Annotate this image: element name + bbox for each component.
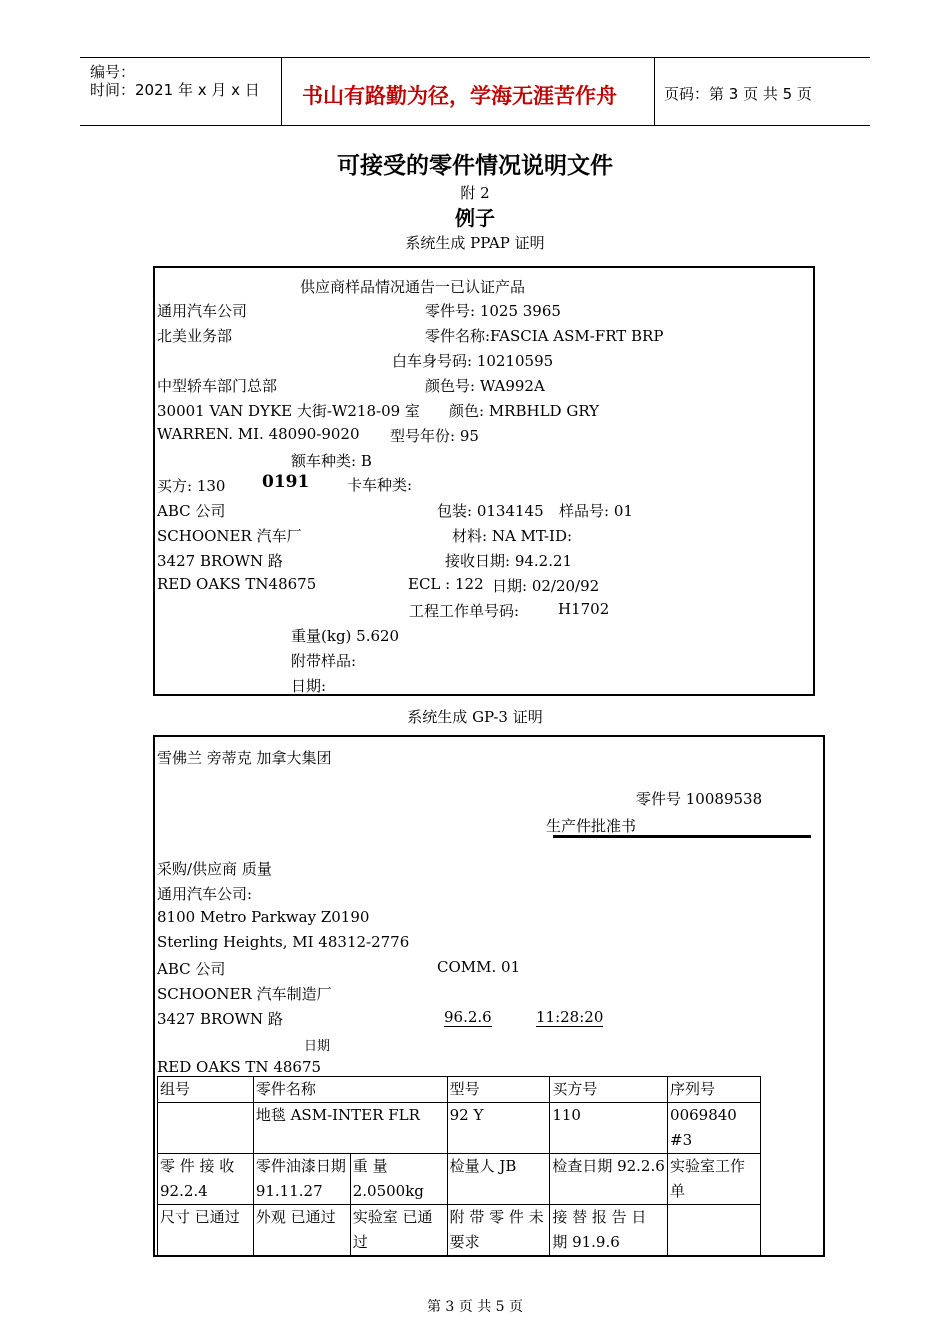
ppap-caption: 系统生成 PPAP 证明: [405, 234, 545, 252]
page-title: 可接受的零件情况说明文件: [337, 152, 613, 179]
header-motto: 书山有路勤为径，学海无涯苦作舟: [302, 84, 617, 108]
table-cell: 实验室工作单: [668, 1154, 761, 1205]
gp3-comm: COMM. 01: [437, 958, 521, 976]
table-row: [158, 1205, 761, 1256]
gp3-plant-street: 3427 BROWN 路: [157, 1010, 283, 1028]
ppap-attached-samples: 附带样品:: [291, 652, 357, 670]
gp3-company: 通用汽车公司:: [157, 885, 253, 903]
table-row: [158, 1154, 761, 1205]
gp3-time-value: 11:28:20: [536, 1008, 604, 1026]
table-cell: 110: [550, 1103, 668, 1154]
table-cell: 地毯 ASM-INTER FLR: [253, 1103, 447, 1154]
ppap-buyer-code: 0191: [262, 472, 310, 492]
ppap-work-order: H1702: [558, 600, 610, 618]
gp3-address-line1: 8100 Metro Parkway Z0190: [157, 908, 370, 926]
gp3-address-line2: Sterling Heights, MI 48312-2776: [157, 933, 410, 951]
ppap-heading: 供应商样品情况通告一已认证产品: [300, 278, 526, 296]
ppap-supplier: ABC 公司: [157, 502, 226, 520]
header-top-rule: [80, 57, 870, 58]
table-cell: 接 替 报 告 日 期 91.9.6: [550, 1205, 668, 1256]
ppap-city: WARREN. MI. 48090-9020: [157, 425, 360, 443]
table-cell: 零件油漆日期 91.11.27: [253, 1154, 350, 1205]
ppap-ecl: ECL : 122: [408, 575, 484, 593]
ppap-body-number: 白车身号码: 10210595: [392, 352, 554, 370]
page-footer: 第 3 页 共 5 页: [426, 1299, 524, 1315]
table-cell: 附 带 零 件 未 要求: [447, 1205, 550, 1256]
header-page-label: 页码：第 3 页 共 5 页: [664, 85, 812, 103]
ppap-company: 通用汽车公司: [157, 302, 248, 320]
gp3-approval-title: 生产件批准书: [546, 817, 637, 835]
ppap-hq: 中型轿车部门总部: [157, 377, 278, 395]
ppap-received-date: 接收日期: 94.2.21: [445, 552, 573, 570]
header-time-label: 时间：2021 年 x 月 x 日: [90, 81, 260, 99]
table-cell: 序列号: [668, 1077, 761, 1103]
ppap-plant: SCHOONER 汽车厂: [157, 527, 302, 545]
table-cell: 零 件 接 收 92.2.4: [158, 1154, 254, 1205]
ppap-color-number: 颜色号: WA992A: [425, 377, 545, 395]
table-cell: 检查日期 92.2.6: [550, 1154, 668, 1205]
ppap-division: 北美业务部: [157, 327, 233, 345]
gp3-date-label: 日期: [304, 1039, 331, 1054]
gp3-date-value: 96.2.6: [444, 1008, 492, 1026]
appendix-label: 附 2: [460, 184, 490, 202]
table-cell: 型号: [447, 1077, 550, 1103]
table-cell: 检量人 JB: [447, 1154, 550, 1205]
ppap-work-order-label: 工程工作单号码:: [409, 602, 520, 620]
gp3-group: 雪佛兰 旁蒂克 加拿大集团: [157, 749, 332, 767]
gp3-plant: SCHOONER 汽车制造厂: [157, 985, 332, 1003]
header-divider-left: [281, 57, 282, 125]
table-cell: 92 Y: [447, 1103, 550, 1154]
ppap-truck-type: 卡车种类:: [347, 476, 413, 494]
header-bottom-rule: [80, 125, 870, 126]
table-cell: 重 量 2.0500kg: [350, 1154, 447, 1205]
ppap-color: 颜色: MRBHLD GRY: [449, 402, 600, 420]
table-cell: [158, 1103, 254, 1154]
gp3-approval-rule: [553, 835, 811, 838]
gp3-caption: 系统生成 GP-3 证明: [407, 708, 543, 726]
table-cell: 尺寸 已通过: [158, 1205, 254, 1256]
ppap-material: 材料: NA MT-ID:: [452, 527, 573, 545]
table-cell: [668, 1205, 761, 1256]
gp3-plant-city: RED OAKS TN 48675: [157, 1058, 322, 1076]
gp3-part-number: 零件号 10089538: [636, 790, 763, 808]
ppap-date: 日期: 02/20/92: [492, 577, 600, 595]
table-cell: 0069840 #3: [668, 1103, 761, 1154]
ppap-car-type: 额车种类: B: [291, 452, 372, 470]
gp3-details-table: [157, 1076, 761, 1256]
ppap-buyer: 买方: 130: [157, 477, 226, 495]
ppap-plant-street: 3427 BROWN 路: [157, 552, 283, 570]
gp3-supplier: ABC 公司: [157, 960, 226, 978]
table-row: [158, 1103, 761, 1154]
table-cell: 外观 已通过: [253, 1205, 350, 1256]
ppap-address: 30001 VAN DYKE 大街-W218-09 室: [157, 402, 420, 420]
table-cell: 实验室 已通过: [350, 1205, 447, 1256]
ppap-packaging: 包装: 0134145: [437, 502, 544, 520]
table-row: [158, 1077, 761, 1103]
example-heading: 例子: [455, 206, 495, 230]
ppap-model-year: 型号年份: 95: [390, 427, 479, 445]
gp3-purchasing-quality: 采购/供应商 质量: [157, 860, 272, 878]
ppap-plant-city: RED OAKS TN48675: [157, 575, 317, 593]
table-cell: 组号: [158, 1077, 254, 1103]
ppap-part-name: 零件名称:FASCIA ASM-FRT BRP: [425, 327, 664, 345]
ppap-sample-number: 样品号: 01: [559, 502, 633, 520]
ppap-attached-date: 日期:: [291, 677, 327, 695]
ppap-part-number: 零件号: 1025 3965: [425, 302, 561, 320]
table-cell: 零件名称: [253, 1077, 447, 1103]
ppap-weight: 重量(kg) 5.620: [291, 627, 400, 645]
header-divider-right: [654, 57, 655, 125]
header-number-label: 编号：: [90, 63, 136, 81]
table-cell: 买方号: [550, 1077, 668, 1103]
